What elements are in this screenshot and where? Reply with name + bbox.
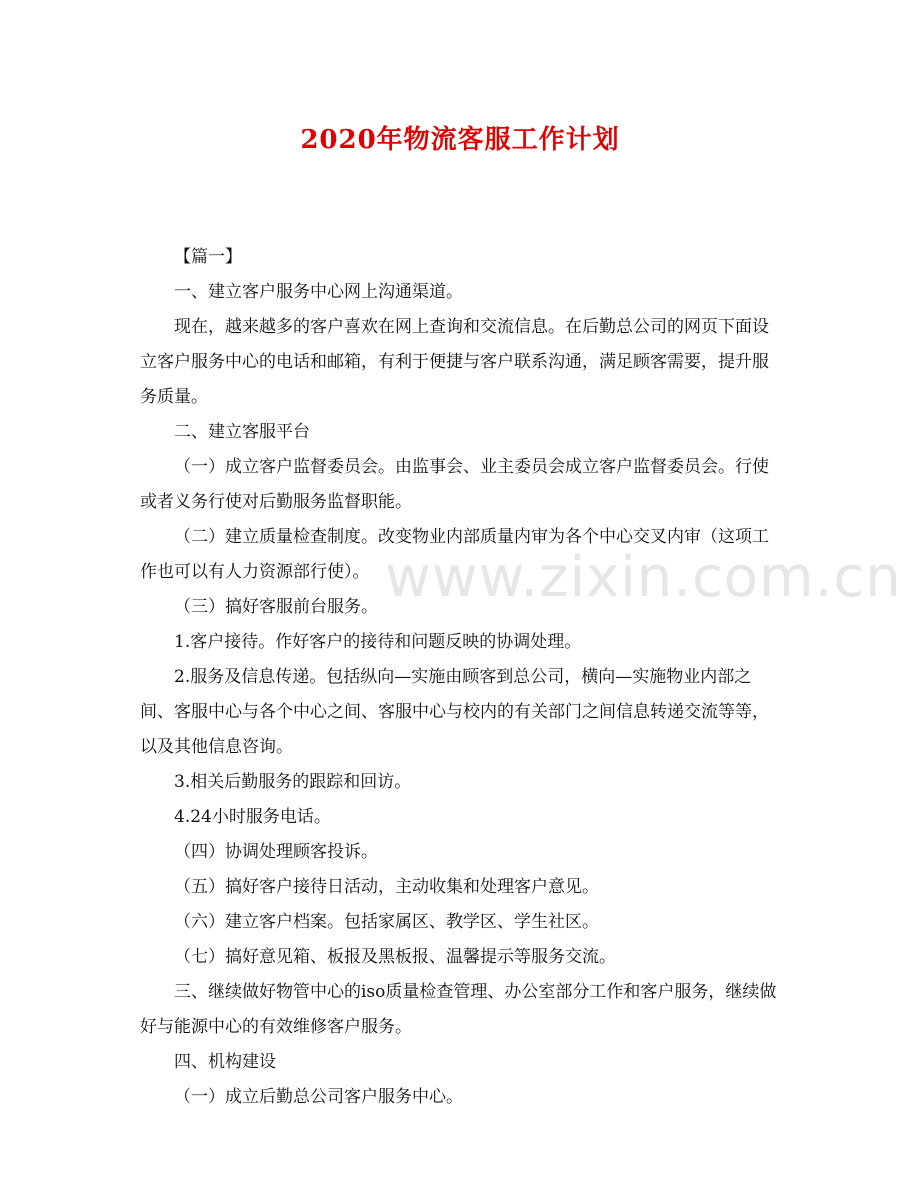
paragraph: （一）成立后勤总公司客户服务中心。	[174, 1087, 463, 1107]
paragraph: （三）搞好客服前台服务。	[174, 597, 378, 617]
document-title: 2020年物流客服工作计划	[300, 125, 620, 155]
list-item: 3.相关后勤服务的跟踪和回访。	[174, 772, 412, 792]
document-body	[140, 240, 780, 1115]
heading-3: 三、继续做好物管中心的iso质量检查管理、办公室部分工作和客户服务，继续做好与能源中心的有效维修客户服务。	[140, 982, 777, 1037]
watermark: www.zixin.com.cn	[385, 545, 902, 610]
paragraph: （四）协调处理顾客投诉。	[174, 842, 378, 862]
heading-2: 二、建立客服平台	[174, 422, 310, 442]
paragraph: （六）建立客户档案。包括家属区、教学区、学生社区。	[174, 912, 599, 932]
section-label: 【篇一】	[174, 247, 242, 267]
paragraph: 现在，越来越多的客户喜欢在网上查询和交流信息。在后勤总公司的网页下面设立客户服务中心的电话和邮箱，有利于便捷与客户联系沟通，满足顾客需要，提升服务质量。	[140, 317, 769, 407]
paragraph: （一）成立客户监督委员会。由监事会、业主委员会成立客户监督委员会。行使或者义务行使对后勤服务监督职能。	[140, 457, 769, 512]
heading-4: 四、机构建设	[174, 1052, 276, 1072]
paragraph: （二）建立质量检查制度。改变物业内部质量内审为各个中心交叉内审（这项工作也可以有人力资源部行使）。	[140, 527, 769, 582]
list-item: 2.服务及信息传递。包括纵向—实施由顾客到总公司，横向—实施物业内部之间、客服中心与各个中心之间、客服中心与校内的有关部门之间信息转递交流等等，以及其他信息咨询。	[140, 667, 769, 757]
paragraph: （七）搞好意见箱、板报及黑板报、温馨提示等服务交流。	[174, 947, 616, 967]
heading-1: 一、建立客户服务中心网上沟通渠道。	[174, 282, 463, 302]
list-item: 1.客户接待。作好客户的接待和问题反映的协调处理。	[174, 632, 582, 652]
list-item: 4.24小时服务电话。	[174, 807, 331, 827]
paragraph: （五）搞好客户接待日活动，主动收集和处理客户意见。	[174, 877, 599, 897]
